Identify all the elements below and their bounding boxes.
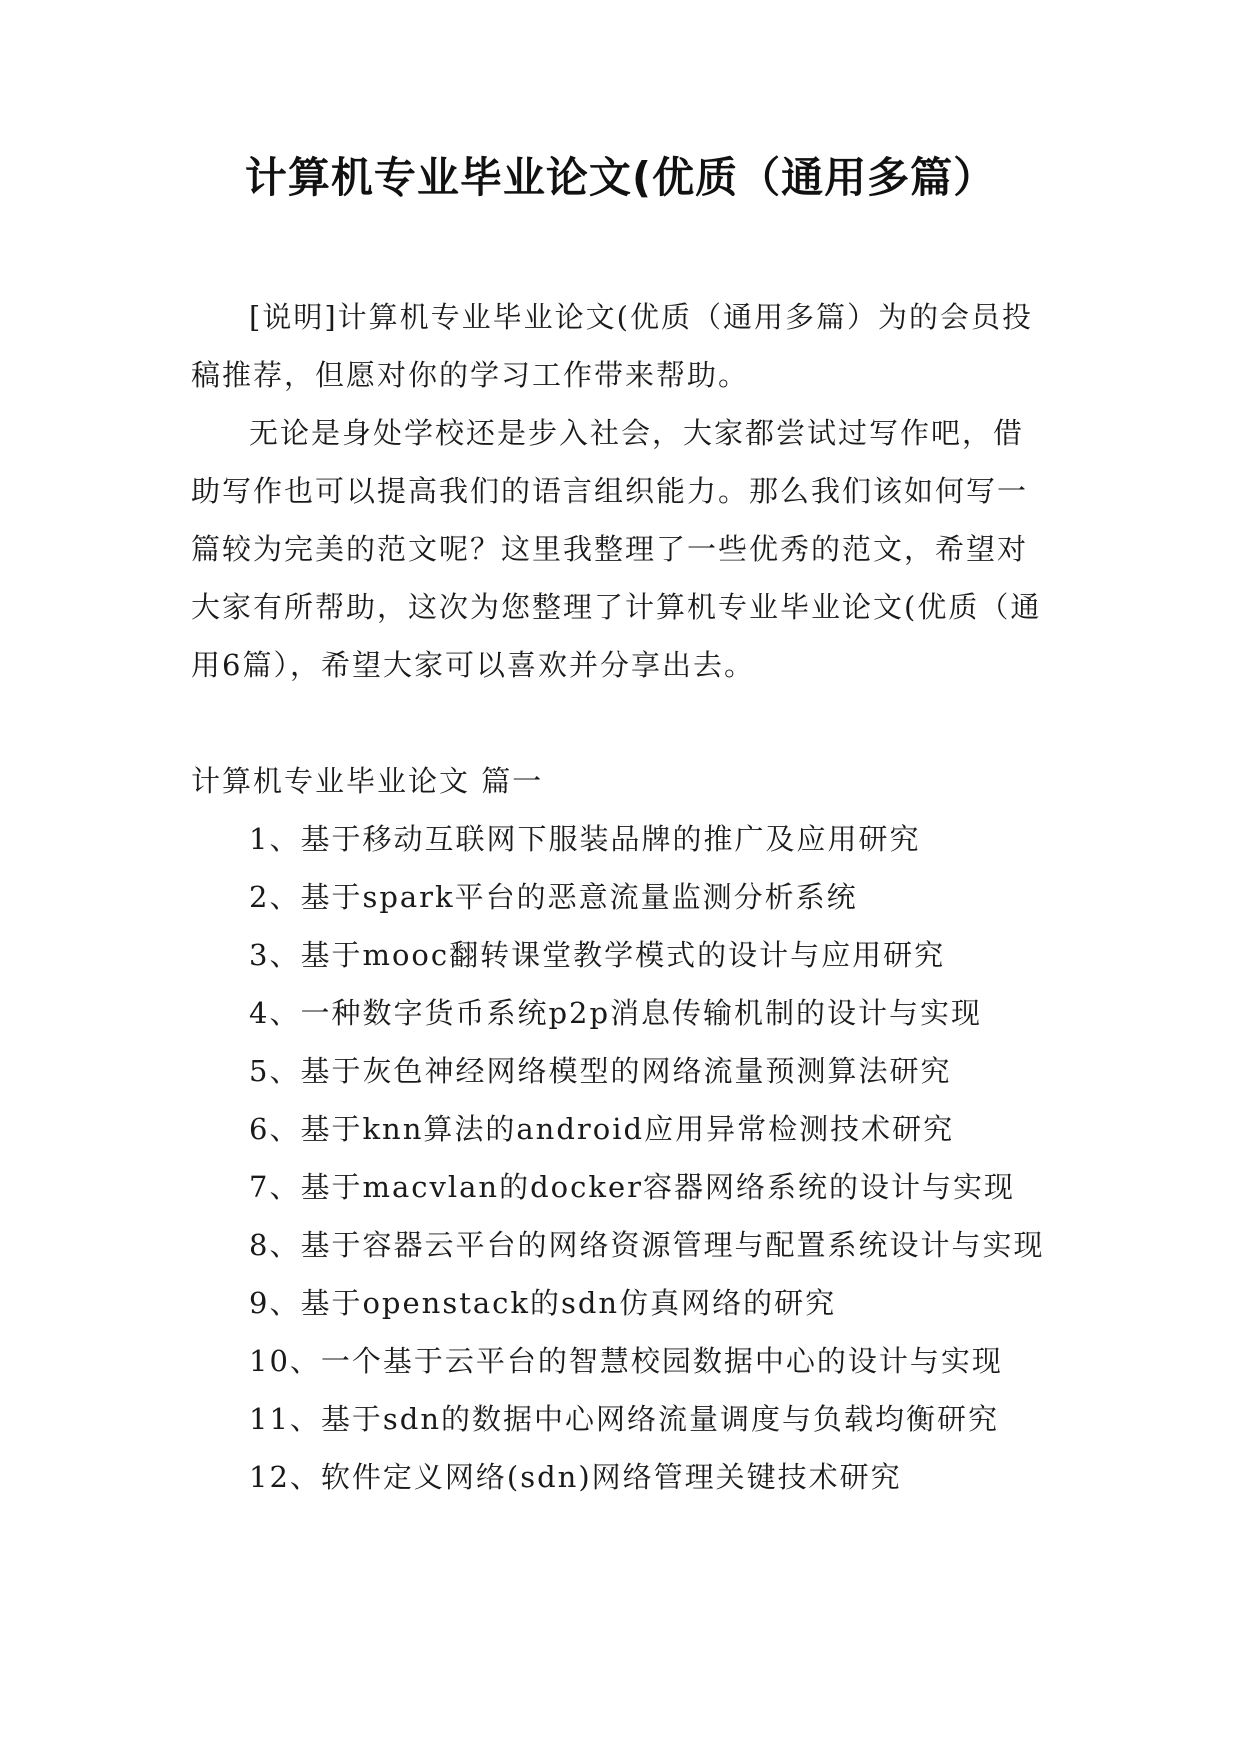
list-item: 10、一个基于云平台的智慧校园数据中心的设计与实现: [249, 1344, 1003, 1378]
list-item: 8、基于容器云平台的网络资源管理与配置系统设计与实现: [249, 1228, 1045, 1262]
list-item: 7、基于macvlan的docker容器网络系统的设计与实现: [249, 1170, 1015, 1204]
intro-paragraph: 无论是身处学校还是步入社会，大家都尝试过写作吧，借助写作也可以提高我们的语言组织能力。那么我们该如何写一篇较为完美的范文呢？这里我整理了一些优秀的范文，希望对大家有所帮助，这次为您整理了计算机专业毕业论文(优质（通用6篇），希望大家可以喜欢并分享出去。: [191, 416, 1042, 682]
list-item: 1、基于移动互联网下服装品牌的推广及应用研究: [249, 822, 921, 856]
list-item: 5、基于灰色神经网络模型的网络流量预测算法研究: [249, 1054, 952, 1088]
list-item: 6、基于knn算法的android应用异常检测技术研究: [249, 1112, 955, 1146]
section-heading: 计算机专业毕业论文 篇一: [191, 764, 544, 798]
list-item: 3、基于mooc翻转课堂教学模式的设计与应用研究: [249, 938, 946, 972]
list-item: 2、基于spark平台的恶意流量监测分析系统: [249, 880, 858, 914]
document-body: [191, 288, 1051, 1506]
list-item: 11、基于sdn的数据中心网络流量调度与负载均衡研究: [249, 1402, 1000, 1436]
list-item: 9、基于openstack的sdn仿真网络的研究: [249, 1286, 837, 1320]
list-item: 12、软件定义网络(sdn)网络管理关键技术研究: [249, 1460, 902, 1494]
document-title: 计算机专业毕业论文(优质（通用多篇）: [244, 153, 997, 202]
intro-paragraph: [说明]计算机专业毕业论文(优质（通用多篇）为的会员投稿推荐，但愿对你的学习工作带来帮助。: [191, 300, 1033, 392]
list-item: 4、一种数字货币系统p2p消息传输机制的设计与实现: [249, 996, 983, 1030]
paragraph-gap: [191, 694, 1051, 752]
